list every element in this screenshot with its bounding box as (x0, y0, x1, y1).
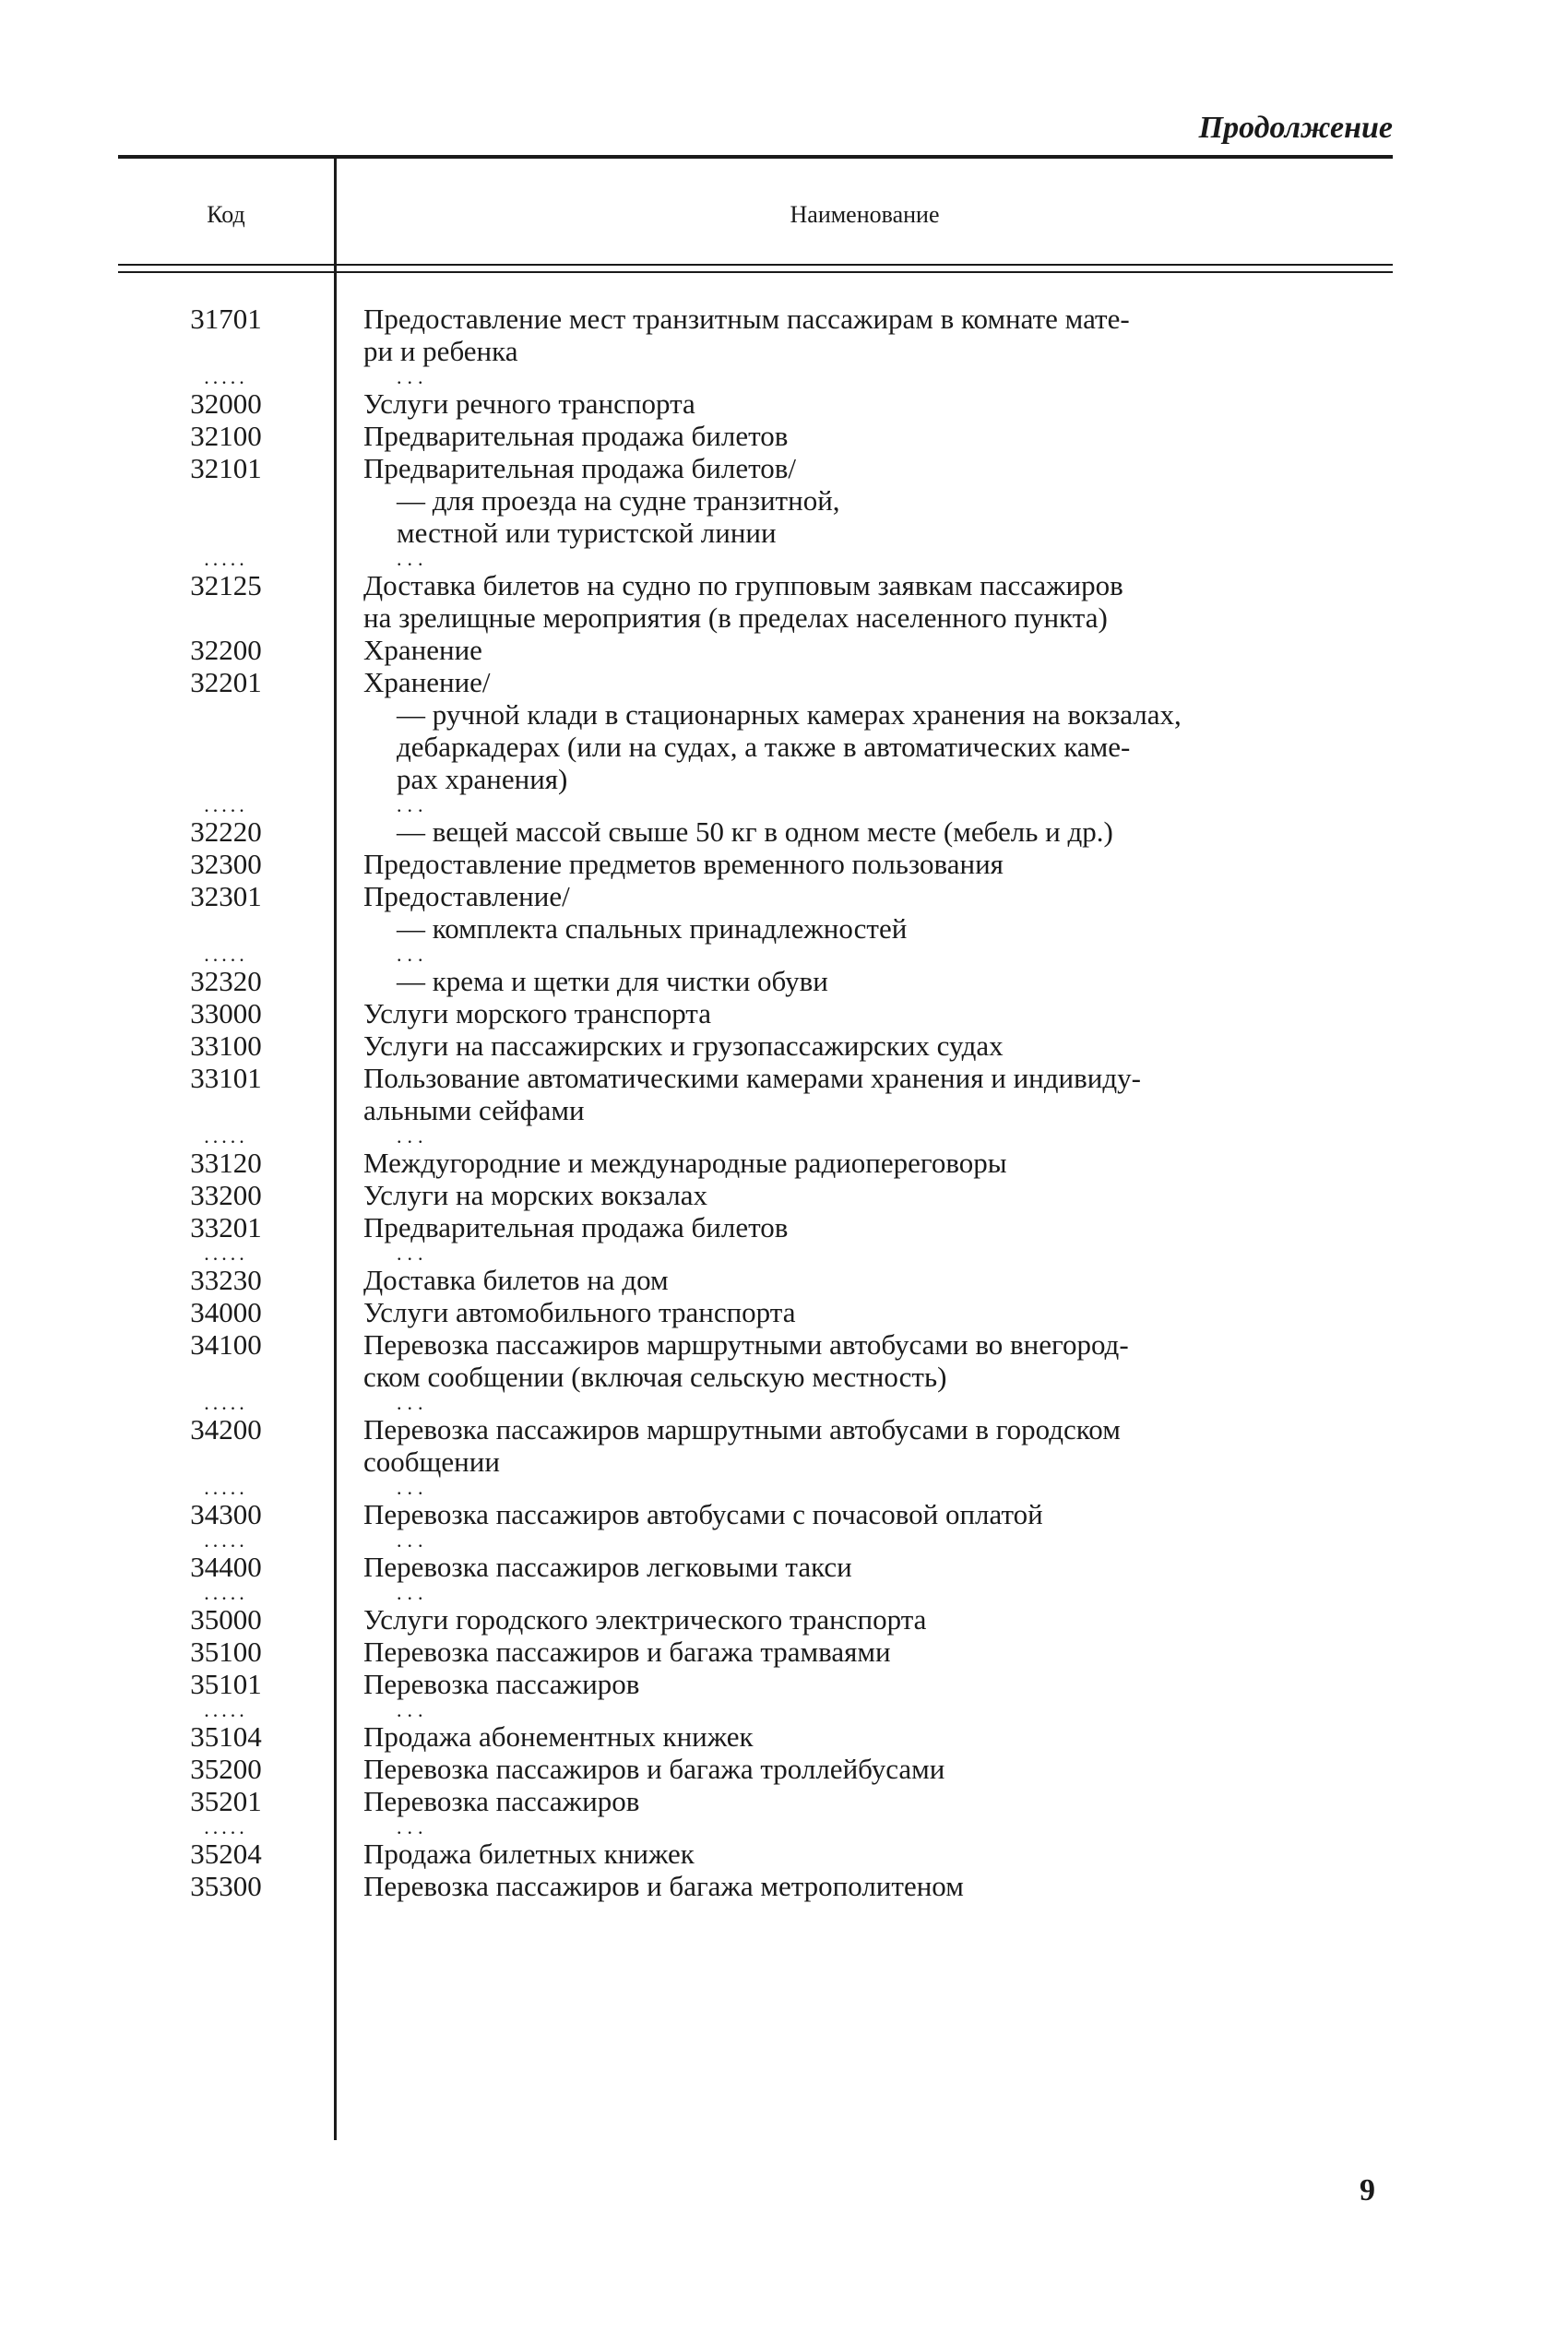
row-code: 33201 (190, 1211, 262, 1243)
row-code: 32201 (190, 666, 262, 698)
row-code: 35000 (190, 1603, 262, 1636)
row-name: Хранение/ (363, 666, 491, 698)
row-code: 32320 (190, 965, 262, 997)
row-code: 35100 (190, 1636, 262, 1668)
row-code: 32101 (190, 452, 262, 484)
row-code: ..... (204, 1391, 248, 1414)
row-name: ... (397, 943, 429, 966)
row-code: 32100 (190, 420, 262, 452)
row-code (118, 731, 334, 763)
row-name: Предоставление мест транзитным пассажирам в комнате мате- (363, 303, 1130, 335)
row-code: 32301 (190, 880, 262, 912)
header-rule (118, 264, 1393, 266)
row-code: 35101 (190, 1668, 262, 1700)
row-code: 34400 (190, 1551, 262, 1583)
row-name: ... (397, 1476, 429, 1499)
table-row (118, 1094, 1393, 1126)
row-code (118, 1361, 334, 1393)
row-name: Услуги речного транспорта (363, 387, 695, 420)
row-name: Пользование автоматическими камерами хранения и индивиду- (363, 1062, 1141, 1094)
row-name: — крема и щетки для чистки обуви (397, 965, 828, 997)
row-name: Предварительная продажа билетов/ (363, 452, 796, 484)
ellipsis-row (118, 1530, 1393, 1551)
row-code: ..... (204, 547, 248, 570)
table-row (118, 763, 1393, 795)
row-code: ..... (204, 1581, 248, 1604)
table-row (118, 1147, 1393, 1179)
row-name: ри и ребенка (363, 335, 518, 367)
table-row (118, 912, 1393, 945)
table-row (118, 303, 1393, 335)
row-code (118, 1446, 334, 1478)
table-row (118, 1328, 1393, 1361)
row-code: 33101 (190, 1062, 262, 1094)
row-name: дебаркадерах (или на судах, а также в автоматических каме- (397, 731, 1131, 763)
row-code: 35204 (190, 1838, 262, 1870)
row-code: 35104 (190, 1720, 262, 1753)
row-name: Доставка билетов на дом (363, 1264, 669, 1296)
ellipsis-row (118, 945, 1393, 965)
page-number: 9 (1360, 2173, 1375, 2207)
table-row (118, 335, 1393, 367)
row-code: ..... (204, 1529, 248, 1552)
row-name: ... (397, 793, 429, 816)
row-name: ... (397, 547, 429, 570)
row-name: Перевозка пассажиров и багажа трамваями (363, 1636, 891, 1668)
row-name: Перевозка пассажиров и багажа троллейбусами (363, 1753, 945, 1785)
row-name: Предварительная продажа билетов (363, 420, 789, 452)
ellipsis-row (118, 1243, 1393, 1264)
table-row (118, 1498, 1393, 1530)
row-name: Предоставление предметов временного пользования (363, 848, 1004, 880)
row-code: 32000 (190, 387, 262, 420)
table-row (118, 880, 1393, 912)
top-rule (118, 155, 1393, 159)
row-code: 34300 (190, 1498, 262, 1530)
row-code (118, 517, 334, 549)
table-row (118, 997, 1393, 1029)
row-name: ... (397, 1391, 429, 1414)
row-name: ... (397, 1698, 429, 1721)
ellipsis-row (118, 1393, 1393, 1413)
row-code: 32125 (190, 569, 262, 601)
table-row (118, 1603, 1393, 1636)
row-name: Доставка билетов на судно по групповым заявкам пассажиров (363, 569, 1123, 601)
header-rule-double (118, 271, 1393, 273)
row-name: Перевозка пассажиров (363, 1668, 640, 1700)
table-row (118, 1636, 1393, 1668)
row-name: ... (397, 1529, 429, 1552)
row-name: Предварительная продажа билетов (363, 1211, 789, 1243)
table-row (118, 601, 1393, 634)
table-row (118, 1668, 1393, 1700)
row-name: ... (397, 1242, 429, 1265)
row-code (118, 484, 334, 517)
row-code: 34200 (190, 1413, 262, 1446)
row-code: 33100 (190, 1029, 262, 1062)
table-row (118, 815, 1393, 848)
row-code: ..... (204, 1124, 248, 1148)
table-row (118, 1785, 1393, 1817)
table-row (118, 634, 1393, 666)
row-code: 33000 (190, 997, 262, 1029)
ellipsis-row (118, 1583, 1393, 1603)
table-row (118, 1029, 1393, 1062)
table-row (118, 1870, 1393, 1902)
ellipsis-row (118, 1817, 1393, 1838)
table-row (118, 1753, 1393, 1785)
row-name: — для проезда на судне транзитной, (397, 484, 840, 517)
ellipsis-row (118, 367, 1393, 387)
row-name: Услуги на морских вокзалах (363, 1179, 707, 1211)
row-name: Перевозка пассажиров и багажа метрополитеном (363, 1870, 964, 1902)
table-row (118, 1720, 1393, 1753)
row-code: ..... (204, 943, 248, 966)
table-row (118, 1062, 1393, 1094)
row-name: ... (397, 365, 429, 388)
row-code: 34100 (190, 1328, 262, 1361)
ellipsis-row (118, 795, 1393, 815)
row-code (118, 912, 334, 945)
table-row (118, 1838, 1393, 1870)
table-row (118, 1179, 1393, 1211)
row-code: 34000 (190, 1296, 262, 1328)
table-row (118, 666, 1393, 698)
row-code: ..... (204, 1815, 248, 1838)
row-code: 35200 (190, 1753, 262, 1785)
row-name: сообщении (363, 1446, 500, 1478)
row-code: 31701 (190, 303, 262, 335)
row-name: местной или туристской линии (397, 517, 777, 549)
ellipsis-row (118, 1478, 1393, 1498)
row-name: ском сообщении (включая сельскую местность) (363, 1361, 947, 1393)
table-row (118, 569, 1393, 601)
table-row (118, 420, 1393, 452)
row-name: ... (397, 1815, 429, 1838)
row-code: ..... (204, 793, 248, 816)
table-row (118, 1551, 1393, 1583)
table-row (118, 698, 1393, 731)
table-row (118, 452, 1393, 484)
column-header-code: Код (207, 201, 245, 228)
row-code: 32200 (190, 634, 262, 666)
row-code: 32300 (190, 848, 262, 880)
table-row (118, 848, 1393, 880)
row-name: Междугородние и международные радиопереговоры (363, 1147, 1007, 1179)
table-row (118, 731, 1393, 763)
row-name: Продажа абонементных книжек (363, 1720, 754, 1753)
row-name: Услуги городского электрического транспорта (363, 1603, 927, 1636)
row-code (118, 601, 334, 634)
row-name: рах хранения) (397, 763, 568, 795)
row-code (118, 763, 334, 795)
row-name: Предоставление/ (363, 880, 570, 912)
row-name: — комплекта спальных принадлежностей (397, 912, 908, 945)
row-name: Перевозка пассажиров автобусами с почасовой оплатой (363, 1498, 1043, 1530)
table-row (118, 965, 1393, 997)
row-name: Перевозка пассажиров маршрутными автобусами во внегород- (363, 1328, 1129, 1361)
row-name: Услуги автомобильного транспорта (363, 1296, 796, 1328)
row-name: Услуги на пассажирских и грузопассажирских судах (363, 1029, 1004, 1062)
table-row (118, 484, 1393, 517)
row-name: Продажа билетных книжек (363, 1838, 695, 1870)
table-row (118, 1413, 1393, 1446)
row-name: — ручной клади в стационарных камерах хранения на вокзалах, (397, 698, 1182, 731)
table-row (118, 1296, 1393, 1328)
row-code: 35201 (190, 1785, 262, 1817)
row-code: ..... (204, 1242, 248, 1265)
classification-table (118, 303, 1393, 1902)
table-row (118, 1211, 1393, 1243)
row-code (118, 698, 334, 731)
row-code: 33200 (190, 1179, 262, 1211)
table-row (118, 1446, 1393, 1478)
table-row (118, 517, 1393, 549)
row-name: Перевозка пассажиров (363, 1785, 640, 1817)
row-name: на зрелищные мероприятия (в пределах населенного пункта) (363, 601, 1108, 634)
row-name: Перевозка пассажиров маршрутными автобусами в городском (363, 1413, 1121, 1446)
row-code: ..... (204, 1476, 248, 1499)
ellipsis-row (118, 1126, 1393, 1147)
ellipsis-row (118, 549, 1393, 569)
row-name: ... (397, 1581, 429, 1604)
row-code (118, 1094, 334, 1126)
row-code: 33120 (190, 1147, 262, 1179)
row-code: ..... (204, 1698, 248, 1721)
row-name: альными сейфами (363, 1094, 585, 1126)
row-code: ..... (204, 365, 248, 388)
row-name: ... (397, 1124, 429, 1148)
column-header-name: Наименование (790, 201, 940, 228)
row-code: 35300 (190, 1870, 262, 1902)
row-name: Перевозка пассажиров легковыми такси (363, 1551, 852, 1583)
row-code: 33230 (190, 1264, 262, 1296)
row-name: Услуги морского транспорта (363, 997, 711, 1029)
ellipsis-row (118, 1700, 1393, 1720)
row-code (118, 335, 334, 367)
table-row (118, 1361, 1393, 1393)
row-name: Хранение (363, 634, 482, 666)
row-code: 32220 (190, 815, 262, 848)
table-row (118, 387, 1393, 420)
continuation-label: Продолжение (1198, 111, 1393, 145)
table-row (118, 1264, 1393, 1296)
row-name: — вещей массой свыше 50 кг в одном месте (мебель и др.) (397, 815, 1113, 848)
